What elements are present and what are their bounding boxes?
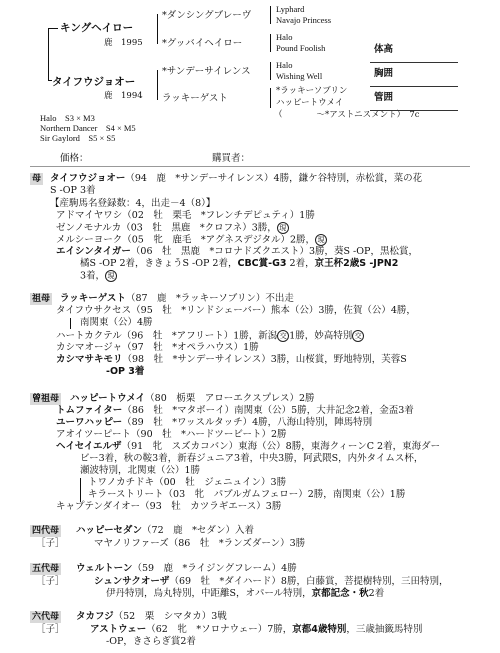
sixth-dam-child-1b: -OP，きさらぎ賞2着 [106, 636, 196, 647]
sixth-dam-child-1-name: アストウェー [90, 624, 147, 635]
current-mark: 現 [277, 222, 289, 234]
measure-chest: 胸囲 [374, 68, 394, 79]
fifth-dam-child-1-detail: （69 牡 *ダイハード）8勝，白藤賞，菩提樹特別，三田特別， [169, 576, 449, 587]
child-tag: 子 [45, 624, 56, 635]
race-kyoto-kinen: 京都記念・秋 [311, 588, 369, 599]
measure-height: 体高 [374, 44, 394, 55]
mother-detail: （94 鹿 *サンデーサイレンス）4勝，鎌ケ谷特別，赤松賞，菜の花 [125, 173, 423, 184]
section-tag-mother: 母 [32, 174, 42, 184]
ggm-child-5: キャプテンダイオー（93 牡 カツラギエース）3勝 [56, 501, 282, 512]
inbreeding-line: Northern Dancer S4 × M5 [40, 123, 136, 133]
race-cbc: CBC賞-G3 [237, 258, 287, 269]
sixth-dam-name: タカフジ [76, 611, 114, 622]
mother-child-4-line2: 橘S -OP 2着，ききょうS -OP 2着， [80, 258, 238, 269]
local-mark: 交 [277, 330, 289, 342]
fourth-dam-name: ハッピーセダン [76, 525, 143, 536]
fifth-dam-name: ウェルトーン [76, 563, 133, 574]
section-tag-sixth: 六代母 [32, 612, 60, 622]
race-kyoto-4sai: 京都4歳特別 [292, 624, 347, 635]
price-label: 価格： [60, 153, 89, 164]
grandmother-child-3: カシマオージャ（97 牡 *オペラハウス）1勝 [56, 342, 259, 353]
sire-dam: *グッバイヘイロー [162, 38, 243, 49]
mother-child-4-detail: （06 牡 黒鹿 *コロナドズクエスト）3勝，葵S -OP，黒松賞， [130, 246, 418, 257]
dam-sire: *サンデーサイレンス [162, 66, 251, 77]
ggm-child-1-detail: （86 牡 *マタボーイ）南関東（公）5勝，大井記念2着，金盃3着 [122, 405, 414, 416]
ped-dsd: Wishing Well [276, 71, 323, 81]
child-tag: 子 [45, 576, 56, 587]
ped-dd-extra: （ ～*アストニスメント） 7c [274, 110, 420, 120]
mother-child-4-name: エイシンタイガー [56, 246, 131, 257]
fifth-dam-child-1-name: シュンサクオーザ [94, 576, 170, 587]
current-mark: 現 [105, 270, 117, 282]
sixth-dam-detail: （52 栗 シマタカ）3戦 [113, 611, 227, 622]
mother-name: タイフウジョオー [50, 173, 126, 184]
ped-ssdd: Pound Foolish [276, 43, 326, 53]
local-mark: 交 [352, 330, 364, 342]
fourth-dam-detail: （72 鹿 *セダン）入着 [142, 525, 254, 536]
grandmother-child-2b: 1勝，妙高特別 [289, 330, 353, 342]
ggm-child-1-name: トムファイター [56, 405, 123, 416]
mother-child-4-line2b: 2着， [286, 258, 315, 269]
sire-sire: *ダンシングブレーヴ [162, 10, 252, 21]
mother-child-2: ゼンノモナルカ（03 牡 黒鹿 *クロフネ）3勝， [56, 222, 277, 234]
sire-name: キングヘイロー [60, 22, 134, 34]
grandmother-name: ラッキーゲスト [60, 293, 126, 304]
section-tag-fifth: 五代母 [32, 564, 60, 574]
sire-info: 鹿 1995 [104, 38, 143, 48]
ggm-child-3: アオイツーピート（90 牡 *ハードツービート）2勝 [56, 429, 287, 440]
grandmother-child-2: ハートカクテル（96 牡 *アフリート）1勝，新潟 [56, 330, 278, 342]
ggm-child-4-name: ヘイセイエルザ [56, 441, 122, 452]
mother-reg: 【産駒馬名登録数：4，出走－4（8）】 [50, 198, 216, 209]
dam-name: タイフウジョオー [52, 76, 136, 88]
fourth-dam-child-1: マヤノリファーズ（86 牡 *ランズダーン）3勝 [94, 538, 306, 549]
grandmother-child-4-detail: （98 牡 *サンデーサイレンス）3勝，山桜賞，野地特別，芙蓉S [122, 354, 407, 365]
mother-child-3: メルシーヨーク（05 牝 鹿毛 *アグネスデジタル）2勝， [56, 234, 316, 246]
ggm-grandchild-2: キラーストリート（03 牝 パブルガムフェロー）2勝，南関東（公）1勝 [88, 489, 406, 500]
fifth-dam-detail: （59 鹿 *ライジングフレーム）4勝 [132, 563, 297, 574]
fifth-dam-child-1b: 伊丹特別，烏丸特別，中距離S，オパール特別， [106, 588, 312, 599]
mother-child-1: アドマイヤワシ（02 牡 栗毛 *フレンチデピュティ）1勝 [56, 210, 315, 221]
grandmother-child-1b: 南関東（公）4勝 [80, 317, 153, 328]
inbreeding-line: Sir Gaylord S5 × S5 [40, 133, 116, 143]
measure-cannon: 管囲 [374, 92, 394, 103]
child-tag: 子 [45, 538, 56, 549]
ped-ddd: ハッピートウメイ [276, 98, 344, 108]
ggm-child-2-detail: （89 牡 *ワッスルタッチ）4勝，八海山特別，陣馬特別 [122, 417, 373, 428]
ggm-child-4c: 瀬波特別，北関東（公）1勝 [80, 465, 201, 476]
great-grandmother-name: ハッピートウメイ [70, 393, 146, 404]
grandmother-child-4-name: カシマサキモリ [56, 354, 123, 365]
ggm-child-4-detail: （91 牝 スズカコバン）東海（公）8勝，東海クィーンC 2着，東海ダー [121, 441, 441, 452]
inbreeding-line: Halo S3 × M3 [40, 113, 95, 123]
fifth-dam-child-1c: 2着 [368, 588, 385, 599]
dam-dam: ラッキーゲスト [162, 93, 228, 104]
ped-dds: *ラッキーソブリン [276, 86, 348, 96]
dam-info: 鹿 1994 [104, 91, 143, 101]
ggm-child-2-name: ユーワハッピー [56, 417, 123, 428]
section-tag-grandmother: 祖母 [32, 294, 51, 304]
section-tag-great-grandmother: 曾祖母 [32, 394, 60, 404]
great-grandmother-detail: （80 栃栗 アローエクスプレス）2勝 [145, 393, 315, 404]
grandmother-child-1: タイフウサクセス（95 牡 *リンドシェーバー）熊本（公）3勝，佐賀（公）4勝， [56, 305, 416, 316]
ped-ssds: Halo [276, 32, 293, 42]
ggm-grandchild-1: トワノカチドキ（00 牡 ジェニュイン）3勝 [88, 477, 287, 488]
ped-ssss: Lyphard [276, 4, 305, 14]
sixth-dam-child-1-detail: （62 牝 *ソロナウェー）7勝， [146, 624, 293, 635]
grandmother-child-4b: -OP 3着 [106, 366, 145, 377]
section-tag-fourth: 四代母 [32, 526, 60, 536]
ggm-child-4b: ビー3着，秋の鞍3着，新春ジュニア3着，中央3勝，阿武隈S，内外タイムス杯， [80, 453, 424, 464]
sixth-dam-child-1-detail-b: ，三歳抽籤馬特別 [346, 624, 423, 635]
mother-child-4-line3: 3着， [80, 270, 106, 282]
ped-sssd: Navajo Princess [276, 15, 332, 25]
mother-detail-2: S -OP 3着 [50, 185, 96, 196]
grandmother-detail: （87 鹿 *ラッキーソブリン）不出走 [125, 293, 294, 304]
race-keio: 京王杯2歳S -JPN2 [314, 258, 399, 269]
buyer-label: 購買者： [212, 153, 251, 164]
ped-dss: Halo [276, 60, 293, 70]
current-mark: 現 [315, 234, 327, 246]
